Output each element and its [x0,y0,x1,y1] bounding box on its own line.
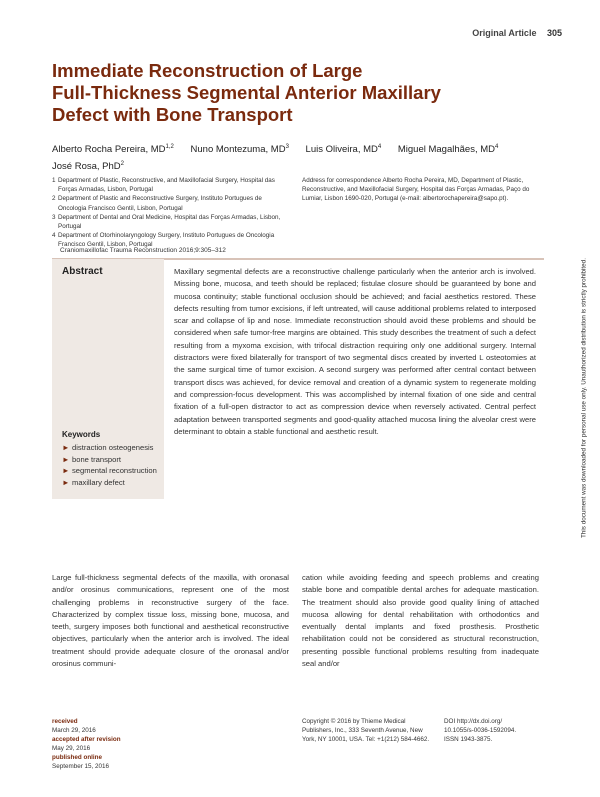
keyword-item: ► bone transport [62,454,121,464]
abstract-text: Maxillary segmental defects are a reconstructive challenge particularly when the anterior arch is involved. Missing bone, mucosa, and teeth should be replaced; fistulae closure should be guaranteed by bone and mucosa continuity; stable functional occlusion should be achieved; and facial aesthetics restored. These defects resulting from tumor excisions, if left untreated, will cause additional problems related to interposed scar and collapse of lip and nose. Immediate reconstruction should avoid these problems and should be considered when safe tumor-free margins are obtained. This study describes the treatment of such a defect resulting from a myxoma excision, with trifocal distraction requiring only one additional surgery. Internal distractors were fixed bilaterally for transport of two segmental discs created by inverted L osteotomies at the same surgical time of tumor excision. A second surgery was performed after central contact between transport discs was achieved, for device removal and creation of a dynamic system to regenerate molding and compression-focus development. This was accomplished by internal fixation of one side and central fixation of a full-open distractor to act as compression device when reversely activated. Central perfect adaptation between transported segments and good-quality attached mucosa lining the alveolar crest were determinant to obtain a stable functional and aesthetic result. [174,267,536,436]
author-list [52,140,542,174]
article-dates: received March 29, 2016 accepted after revision May 29, 2016 published online September 15, 2016 [52,718,121,770]
body-text-left: Large full-thickness segmental defects of the maxilla, with oronasal and/or orosinus communications, represent one of the most challenging problems in reconstructive surgery of the face. Characterized by complex tissue loss, missing bone, mucosa, and teeth, surgery imposes both functional and aesthetical reconstructive objectives, particularly when the anterior arch is involved. The ideal treatment should provide adequate closure of the oronasal and/or orosinus communi- [52,573,289,669]
title-line: Full-Thickness Segmental Anterior Maxillary [52,82,441,103]
correspondence-address: Address for correspondence Alberto Rocha Pereira, MD, Department of Plastic, Reconstructive, and Maxillofacial Surgery, Hospital das Forças Armadas, Paço do Lumiar, Lisbon 1690-020, Portugal (e-mail: albertorochapereira@sapo.pt). [302,177,530,203]
copyright-notice: Copyright © 2016 by Thieme Medical Publishers, Inc., 333 Seventh Avenue, New York, NY 10001, USA. Tel: +1(212) 584-4662. [302,718,430,743]
affiliation-item: 3 Department of Dental and Oral Medicine, Hospital das Forças Armadas, Lisbon, Portugal [52,213,281,231]
journal-citation: Craniomaxillofac Trauma Reconstruction 2016;9:305–312 [60,247,226,254]
author: Luis Oliveira, $MD^4$ [305,144,382,156]
body-text-right: cation while avoiding feeding and speech problems and creating stable bone and compatible dental arches for adequate mastication. The treatment should also provide good quality lining of attached mucosa allowing for dental rehabilitation with orthodontics and eventually dental implants and fixed prosthesis. Prosthetic rehabilitation could not be considered as structural reconstruction, presenting possible functional problems resulting from inadequate seal and/or [302,573,539,669]
affiliation-item: 1 Department of Plastic, Reconstructive, and Maxillofacial Surgery, Hospital das Forças Armadas, Lisbon, Portugal [52,177,275,194]
article-type-label: Original Article [472,28,537,38]
running-header [472,28,562,38]
author: Miguel Magalhães, $MD^4$ [397,144,499,156]
title-line: Defect with Bone Transport [52,104,293,125]
title-line: Immediate Reconstruction of Large [52,60,363,81]
author: Alberto Rocha Pereira, MD$^{1,2}$ [52,144,174,156]
article-title [52,60,472,126]
keywords-list [62,443,162,489]
keywords-heading: Keywords [62,430,101,439]
affiliations [52,176,287,250]
author: José Rosa, PhD$^2$ [52,161,124,173]
page-number: 305 [546,28,562,38]
keyword-item: ► distraction osteogenesis [62,443,154,452]
keyword-item: ► maxillary defect [62,477,125,487]
doi-info: DOI http://dx.doi.org/ 10.1055/s-0036-1592094. ISSN 1943-3875. [444,718,517,743]
author: Nuno Montezuma, $MD^3$ [190,144,289,156]
affiliation-item: 4 Department of Otorhinolaryngology Surgery, Instituto Portugues de Oncologia Francisco Gentil, Lisbon, Portugal [52,232,275,249]
keyword-item: ► segmental reconstruction [62,466,157,475]
abstract-heading: Abstract [62,266,103,277]
affiliation-item: 2 Department of Plastic and Reconstructive Surgery, Instituto Portugues de Oncologia Francisco Gentil, Lisbon, Portugal [52,195,262,212]
